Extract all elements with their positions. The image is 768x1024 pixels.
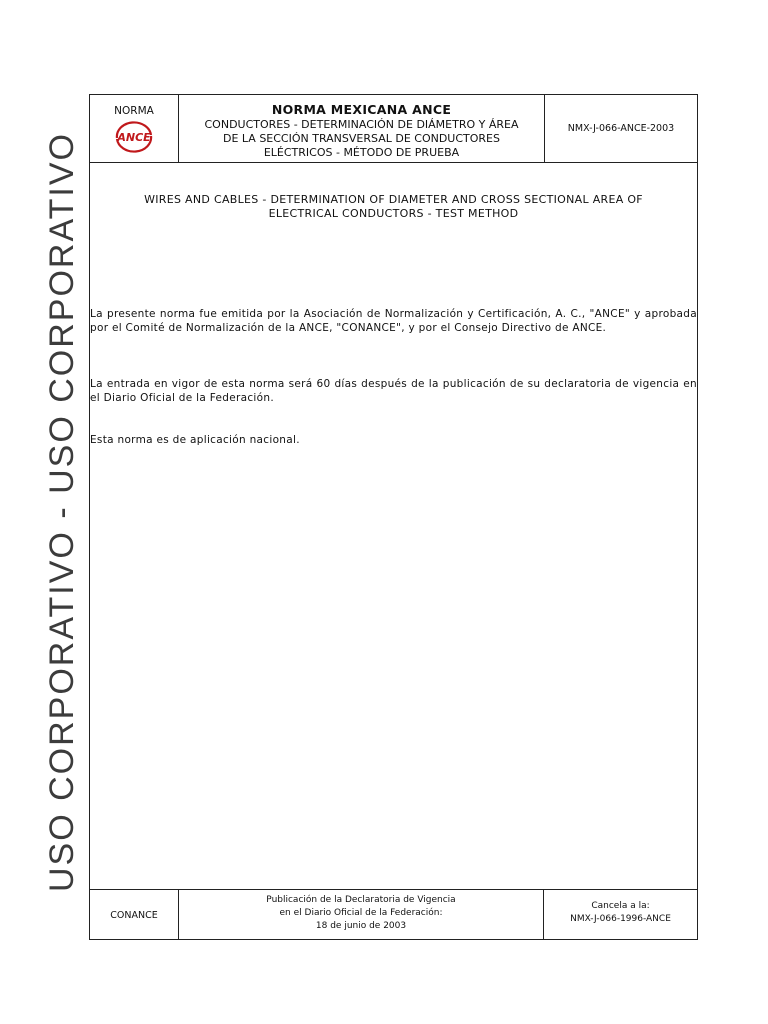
logo-text: ANCE (117, 131, 151, 144)
footer-committee: CONANCE (90, 890, 179, 940)
subtitle-line: DE LA SECCIÓN TRANSVERSAL DE CONDUCTORES (223, 132, 500, 145)
footer-table (90, 889, 697, 940)
footer-publication-line: en el Diario Oficial de la Federación: (279, 908, 443, 918)
paragraph-scope: Esta norma es de aplicación nacional. (90, 434, 300, 446)
standard-title: NORMA MEXICANA ANCE (271, 102, 452, 117)
footer-cancels-label: Cancela a la: (591, 901, 650, 911)
header-logo-cell (90, 95, 179, 162)
header-title-cell (179, 95, 545, 162)
subtitle-line: CONDUCTORES - DETERMINACIÓN DE DIÁMETRO Y ÁREA (204, 118, 519, 131)
norma-label: NORMA (114, 105, 154, 117)
paragraph-effective-date: La entrada en vigor de esta norma será 60 días después de la publicación de su declaratoria de vigencia en el Diario Oficial de la Federación. (90, 378, 697, 404)
standard-subtitle (179, 118, 544, 160)
ance-logo-icon (112, 121, 156, 153)
watermark-separator: - (42, 505, 81, 519)
subtitle-line: ELÉCTRICOS - MÉTODO DE PRUEBA (263, 146, 460, 159)
document-frame (89, 94, 698, 940)
footer-cancels (544, 890, 697, 940)
footer-publication (179, 890, 544, 940)
watermark-right-text: USO CORPORATIVO (42, 132, 81, 494)
footer-publication-line: Publicación de la Declaratoria de Vigencia (266, 895, 456, 905)
footer-cancels-code: NMX-J-066-1996-ANCE (570, 914, 671, 924)
english-title-line: ELECTRICAL CONDUCTORS - TEST METHOD (268, 207, 519, 220)
standard-code: NMX-J-066-ANCE-2003 (567, 123, 675, 134)
watermark-left-text: USO CORPORATIVO (42, 530, 81, 892)
english-title-line: WIRES AND CABLES - DETERMINATION OF DIAMETER AND CROSS SECTIONAL AREA OF (144, 193, 643, 206)
corporate-use-watermark (38, 132, 86, 892)
header-table (90, 95, 697, 163)
paragraph-issuance: La presente norma fue emitida por la Asociación de Normalización y Certificación, A. C., "ANCE" y aprobada por el Comité de Normalización de la ANCE, "CONANCE", y por el Consejo Directivo de ANCE. (90, 308, 697, 334)
english-title (110, 193, 677, 221)
footer-publication-date: 18 de junio de 2003 (315, 921, 407, 931)
